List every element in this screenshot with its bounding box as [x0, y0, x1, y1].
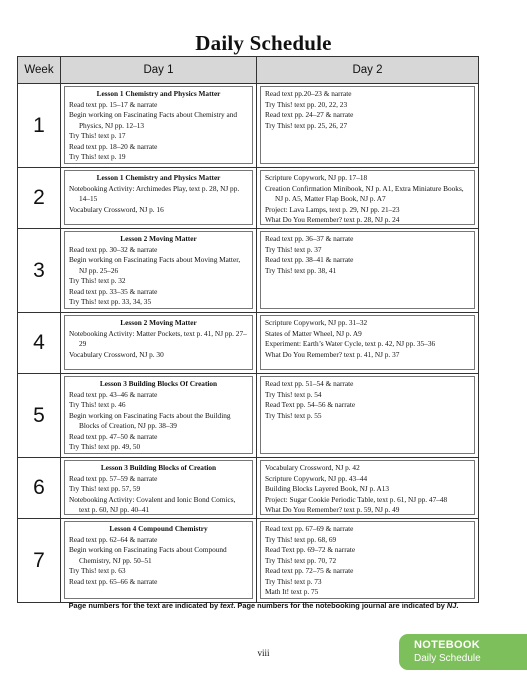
day2-item: Vocabulary Crossword, NJ p. 42 [265, 463, 360, 472]
week-number: 5 [18, 374, 61, 458]
week-row [18, 229, 479, 313]
day2-item: Building Blocks Layered Book, NJ p. A13 [265, 484, 390, 493]
day2-item: What Do You Remember? text p. 28, NJ p. 24 [265, 215, 400, 224]
lesson-heading: Lesson 2 Moving Matter [120, 318, 197, 327]
day2-box [260, 376, 475, 454]
day2-cell [257, 374, 479, 458]
footnote-part2: . Page numbers for the notebooking journal are indicated by [233, 601, 447, 610]
week-row [18, 374, 479, 458]
day1-item: Read text pp. 33–35 & narrate [69, 286, 158, 296]
day2-item: Read Text pp. 69–72 & narrate [265, 545, 356, 554]
table-header-row [18, 57, 479, 84]
day1-box [64, 170, 253, 225]
day2-item: Read text pp.20–23 & narrate [265, 89, 352, 98]
day2-box [260, 231, 475, 309]
day1-item: Begin working on Fascinating Facts about Chemistry and Physics, NJ pp. 12–13 [69, 110, 238, 130]
footnote [0, 601, 527, 610]
day1-item: Notebooking Activity: Archimedes Play, text p. 28, NJ pp. 14–15 [69, 183, 240, 203]
day1-item: Vocabulary Crossword, NJ p. 16 [69, 204, 164, 214]
week-number: 2 [18, 168, 61, 229]
day1-item: Read text pp. 18–20 & narrate [69, 141, 158, 151]
day2-item: Try This! text p. 37 [265, 244, 322, 254]
footnote-nj-abbrev: NJ [446, 601, 457, 610]
day1-item: Notebooking Activity: Matter Pockets, text p. 41, NJ pp. 27–29 [69, 328, 247, 348]
day2-item: States of Matter Wheel, NJ p. A9 [265, 328, 362, 338]
lesson-heading: Lesson 3 Building Blocks of Creation [100, 463, 217, 472]
day1-item: Read text pp. 62–64 & narrate [69, 534, 158, 544]
day1-item: Try This! text p. 63 [69, 566, 126, 575]
day2-item: Read text pp. 36–37 & narrate [265, 234, 354, 243]
day2-item: Try This! text p. 73 [265, 576, 322, 586]
day1-box [64, 315, 253, 370]
lesson-heading: Lesson 2 Moving Matter [120, 234, 197, 243]
day1-cell [61, 519, 257, 603]
footnote-part1: Page numbers for the text are indicated by [68, 601, 221, 610]
day1-item: Try This! text p. 32 [69, 276, 126, 285]
day2-cell [257, 519, 479, 603]
day1-item: Notebooking Activity: Covalent and Ionic Bond Comics, text p. 60, NJ pp. 40–41 [69, 494, 236, 514]
day2-item: Scripture Copywork, NJ pp. 31–32 [265, 318, 368, 327]
tab-title: NOTEBOOK [414, 639, 480, 651]
day2-item: Try This! text pp. 70, 72 [265, 555, 337, 565]
day1-item: Try This! text p. 46 [69, 400, 126, 409]
day2-item: Try This! text pp. 25, 26, 27 [265, 120, 348, 130]
day2-item: Try This! text pp. 68, 69 [265, 534, 337, 544]
day2-item: Project: Sugar Cookie Periodic Table, text p. 61, NJ pp. 47–48 [265, 494, 448, 504]
day1-item: Try This! text pp. 33, 34, 35 [69, 297, 152, 306]
day1-item: Read text pp. 15–17 & narrate [69, 99, 158, 109]
week-row [18, 313, 479, 374]
day2-cell [257, 84, 479, 168]
day1-item: Begin working on Fascinating Facts about the Building Blocks of Creation, NJ pp. 38–39 [69, 410, 231, 430]
day1-box [64, 86, 253, 164]
day2-item: Read text pp. 67–69 & narrate [265, 524, 354, 533]
page-number: viii [257, 648, 270, 658]
day1-column-header: Day 1 [61, 57, 257, 84]
schedule-table [17, 56, 479, 603]
day2-cell [257, 168, 479, 229]
day2-item: Experiment: Earth’s Water Cycle, text p. 42, NJ pp. 35–36 [265, 339, 436, 348]
day1-item: Try This! text p. 17 [69, 131, 126, 140]
day2-column-header: Day 2 [257, 57, 479, 84]
day2-box [260, 170, 475, 225]
week-number: 6 [18, 458, 61, 519]
day2-item: Read text pp. 24–27 & narrate [265, 110, 354, 119]
week-row [18, 458, 479, 519]
day1-item: Begin working on Fascinating Facts about Moving Matter, NJ pp. 25–26 [69, 255, 241, 275]
day2-item: What Do You Remember? text p. 41, NJ p. 37 [265, 349, 400, 359]
day2-box [260, 521, 475, 599]
day2-item: Math It! text p. 75 [265, 587, 319, 596]
day1-cell [61, 168, 257, 229]
day2-item: Scripture Copywork, NJ pp. 17–18 [265, 173, 368, 182]
day1-cell [61, 84, 257, 168]
week-number: 7 [18, 519, 61, 603]
day1-item: Try This! text pp. 57, 59 [69, 484, 141, 493]
day2-cell [257, 313, 479, 374]
day2-item: Try This! text p. 55 [265, 410, 322, 420]
day2-item: Project: Lava Lamps, text p. 29, NJ pp. 21–23 [265, 204, 400, 214]
lesson-heading: Lesson 3 Building Blocks Of Creation [99, 379, 218, 388]
week-row [18, 168, 479, 229]
day2-cell [257, 229, 479, 313]
day2-box [260, 460, 475, 515]
day1-box [64, 460, 253, 515]
day2-item: Read text pp. 72–75 & narrate [265, 566, 354, 575]
week-column-header: Week [18, 57, 61, 84]
section-tab [399, 634, 527, 670]
day2-box [260, 86, 475, 164]
day2-item: Read text pp. 51–54 & narrate [265, 379, 354, 388]
day1-item: Try This! text pp. 49, 50 [69, 442, 141, 451]
lesson-heading: Lesson 1 Chemistry and Physics Matter [96, 89, 221, 98]
day1-item: Read text pp. 57–59 & narrate [69, 473, 158, 483]
day1-cell [61, 313, 257, 374]
day1-box [64, 521, 253, 599]
day1-item: Read text pp. 65–66 & narrate [69, 576, 158, 586]
day2-item: Creation Confirmation Minibook, NJ p. A1, Extra Miniature Books, NJ p. A5, Matter Flap Book, NJ p. A7 [265, 183, 464, 203]
week-row [18, 519, 479, 603]
lesson-heading: Lesson 4 Compound Chemistry [109, 524, 208, 533]
day1-item: Read text pp. 30–32 & narrate [69, 244, 158, 254]
day2-item: Read Text pp. 54–56 & narrate [265, 400, 356, 409]
day1-item: Try This! text p. 19 [69, 152, 126, 161]
day1-item: Read text pp. 43–46 & narrate [69, 389, 158, 399]
week-number: 3 [18, 229, 61, 313]
day2-item: Scripture Copywork, NJ pp. 43–44 [265, 473, 368, 483]
page-title: Daily Schedule [195, 31, 332, 55]
day2-item: Read text pp. 38–41 & narrate [265, 255, 354, 264]
day1-item: Begin working on Fascinating Facts about Compound Chemistry, NJ pp. 50–51 [69, 545, 227, 565]
day1-item: Read text pp. 47–50 & narrate [69, 431, 158, 441]
footnote-part3: . [456, 601, 459, 610]
day2-item: Try This! text pp. 20, 22, 23 [265, 99, 348, 109]
day1-cell [61, 229, 257, 313]
day2-item: Try This! text p. 54 [265, 389, 322, 399]
tab-subtitle: Daily Schedule [414, 653, 481, 664]
day1-item: Vocabulary Crossword, NJ p. 30 [69, 349, 164, 359]
week-number: 1 [18, 84, 61, 168]
footnote-text-abbrev: text [220, 601, 234, 610]
week-number: 4 [18, 313, 61, 374]
day2-item: Try This! text pp. 38, 41 [265, 265, 337, 275]
day1-cell [61, 458, 257, 519]
week-row [18, 84, 479, 168]
day2-item: What Do You Remember? text p. 59, NJ p. 49 [265, 505, 400, 514]
day1-cell [61, 374, 257, 458]
day2-cell [257, 458, 479, 519]
day1-box [64, 376, 253, 454]
day2-box [260, 315, 475, 370]
day1-box [64, 231, 253, 309]
lesson-heading: Lesson 1 Chemistry and Physics Matter [96, 173, 221, 182]
